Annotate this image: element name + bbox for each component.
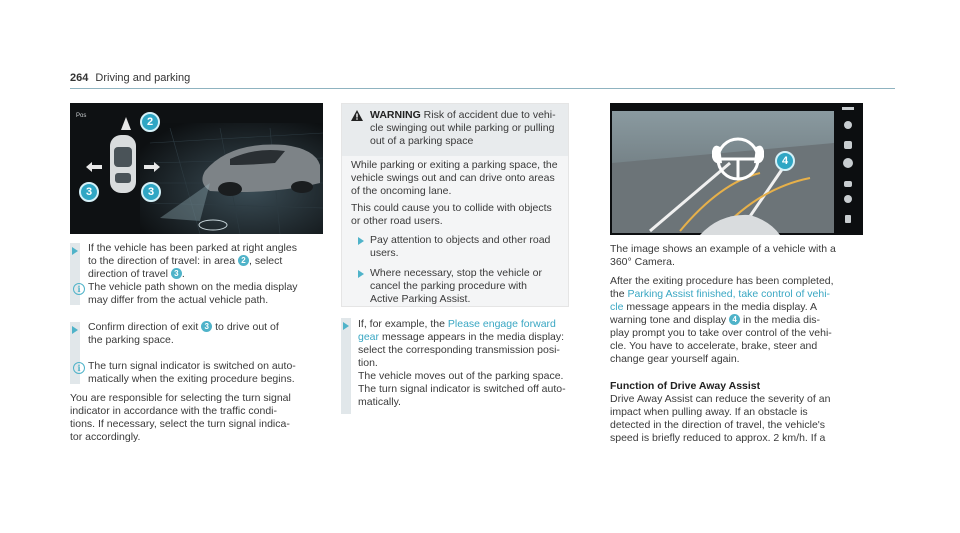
- step-engage-gear: If, for example, the Please engage forward gear message appears in the media display: select the corresponding transmission posi- tion. The vehicle moves out of the parking space. The turn signal indicator is switched off auto- matically.: [358, 318, 566, 408]
- note-1: The vehicle path shown on the media display may differ from the actual vehicle path.: [88, 281, 298, 306]
- parking-display-graphic: [70, 103, 323, 234]
- ref-3: 3: [171, 268, 182, 279]
- step-bar-3: [341, 318, 351, 414]
- page-number: 264: [70, 72, 89, 84]
- warning-body: While parking or exiting a parking space, the vehicle swings out and can drive onto areas of the oncoming lane. This could cause you to collide with objects or other road users. Pay attention to objects and other road users. Where necessary, stop the vehicle or cancel the parking procedure with Active Parking Assist.: [342, 156, 568, 306]
- warning-step-1: Pay attention to objects and other road users.: [370, 234, 551, 259]
- exit-complete-paragraph: After the exiting procedure has been completed, the Parking Assist finished, take control of vehi- cle message appears in the media display. A warning tone and display 4 in the media dis- play prompt you to take over control of the vehi- cle. You have to accelerate, brake, steer and change gear yourself again.: [610, 275, 834, 365]
- camera-display-graphic: [610, 103, 863, 235]
- step-1: If the vehicle has been parked at right angles to the direction of travel: in area 2 , select direction of travel 3 .: [88, 242, 297, 280]
- ref-3b: 3: [201, 321, 212, 332]
- section-title: Driving and parking: [95, 72, 191, 84]
- callout-3-left: 3: [79, 182, 99, 202]
- header-divider: [70, 88, 895, 89]
- page-header: [70, 72, 190, 84]
- camera-description: The image shows an example of a vehicle with a 360° Camera.: [610, 243, 836, 268]
- callout-2: 2: [140, 112, 160, 132]
- warning-bullet-1: [358, 237, 364, 245]
- ref-2: 2: [238, 255, 249, 266]
- warning-title: WARNING: [370, 109, 421, 121]
- step-bullet-2: [72, 326, 78, 334]
- parking-display-figure: [70, 103, 323, 234]
- pos-label: Pos: [76, 113, 87, 119]
- callout-3-right: 3: [141, 182, 161, 202]
- step-2: Confirm direction of exit 3 to drive out of the parking space.: [88, 321, 279, 346]
- responsibility-paragraph: You are responsible for selecting the turn signal indicator in accordance with the traffic condi- tions. If necessary, select the turn signal indica- tor accordingly.: [70, 392, 291, 443]
- warning-bullet-2: [358, 270, 364, 278]
- info-icon: i: [73, 283, 85, 295]
- warning-triangle-icon: [351, 110, 363, 121]
- ref-4: 4: [729, 314, 740, 325]
- callout-4: 4: [775, 151, 795, 171]
- warning-header: WARNING Risk of accident due to vehi- cle swinging out while parking or pulling out of a parking space: [342, 104, 568, 156]
- info-icon-2: i: [73, 362, 85, 374]
- step-bullet-3: [343, 322, 349, 330]
- warning-step-2: Where necessary, stop the vehicle or cancel the parking procedure with Active Parking Assist.: [370, 267, 542, 305]
- note-2: The turn signal indicator is switched on auto- matically when the exiting procedure begins.: [88, 360, 296, 385]
- car-top-view: [110, 135, 136, 193]
- step-bullet-1: [72, 247, 78, 255]
- warning-box: [341, 103, 569, 307]
- camera-display-figure: [610, 103, 863, 235]
- drive-away-heading: Function of Drive Away Assist: [610, 380, 761, 392]
- drive-away-paragraph: Drive Away Assist can reduce the severity of an impact when pulling away. If an obstacle is detected in the direction of travel, the vehicle's speed is briefly reduced to approx. 2 km/h. If a: [610, 393, 831, 444]
